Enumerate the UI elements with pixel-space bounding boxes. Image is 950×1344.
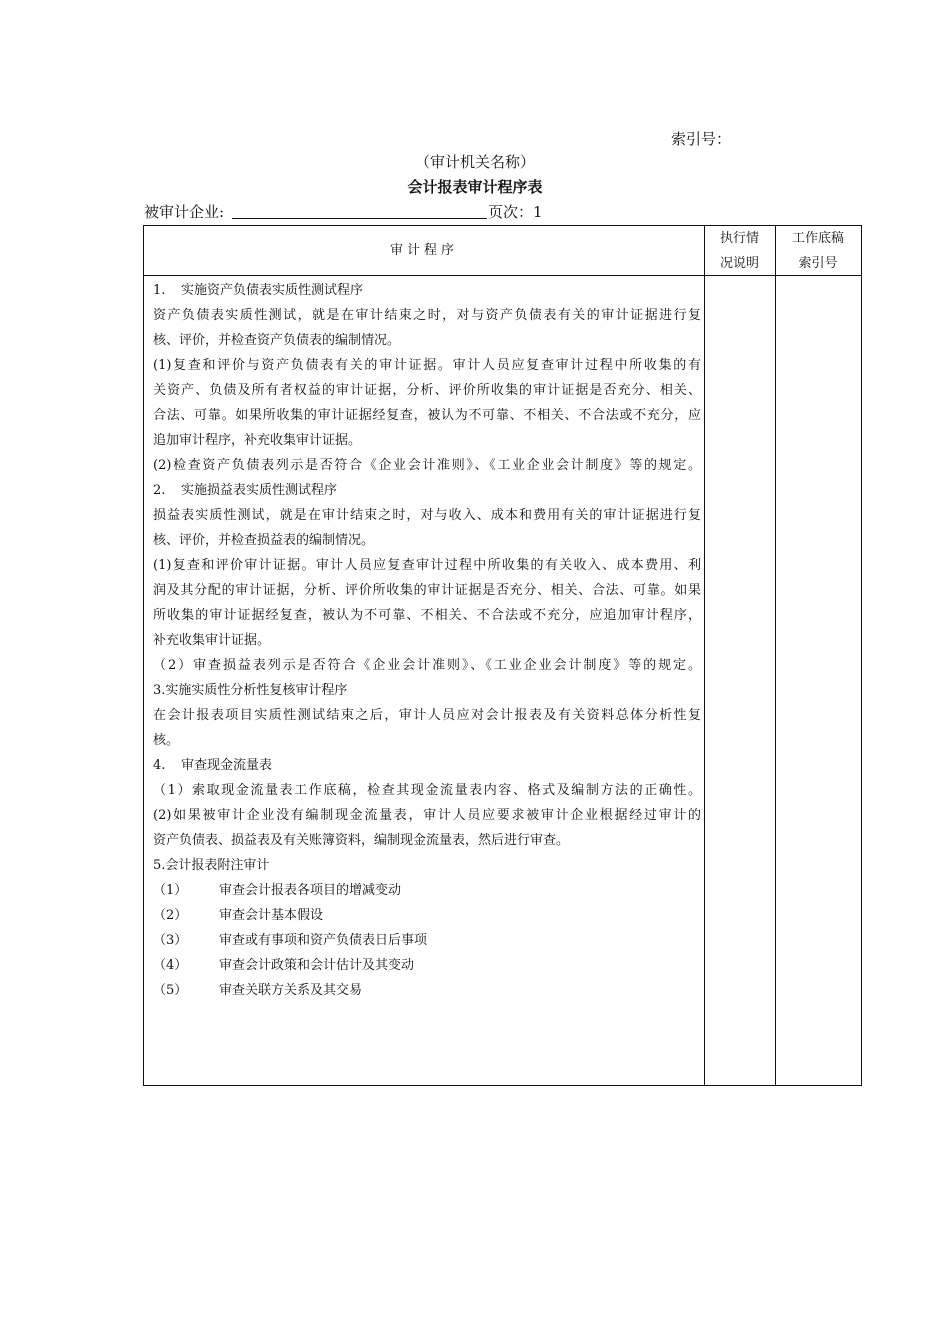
audited-entity-label: 被审计企业: [144, 203, 225, 221]
paragraph-line: 追加审计程序，补充收集审计证据。 [153, 433, 362, 448]
list-item: （5） 审查关联方关系及其交易 [153, 983, 363, 998]
list-item: （2） 审查会计基本假设 [153, 908, 324, 923]
audited-entity-underline [232, 218, 487, 219]
header-workpaper-index-line1: 工作底稿 [791, 231, 844, 246]
column-divider [775, 226, 776, 1085]
paragraph-line: (1)复查和评价与资产负债表有关的审计证据。审计人员应复查审计过程中所收集的有 [153, 358, 701, 373]
paragraph-line: 核、评价，并检查资产负债表的编制情况。 [153, 333, 401, 348]
index-number-label: 索引号： [671, 130, 732, 148]
paragraph-line: 资产负债表、损益表及有关账簿资料，编制现金流量表，然后进行审查。 [153, 833, 570, 848]
header-execution-notes-line2: 况说明 [719, 256, 759, 271]
header-audit-program: 审计程序 [389, 243, 458, 258]
section-title: 5.会计报表附注审计 [153, 858, 270, 873]
paragraph-line: 合法、可靠。如果所收集的审计证据经复查，被认为不可靠、不相关、不合法或不充分，应 [153, 408, 701, 423]
paragraph-line: (1)复查和评价审计证据。审计人员应复查审计过程中所收集的有关收入、成本费用、利 [153, 558, 701, 573]
column-divider [704, 226, 705, 1085]
section-title: 3.实施实质性分析性复核审计程序 [153, 683, 348, 698]
page-title: 会计报表审计程序表 [407, 178, 543, 196]
paragraph-line: 在会计报表项目实质性测试结束之后，审计人员应对会计报表及有关资料总体分析性复 [153, 708, 701, 723]
header-execution-notes-line1: 执行情 [719, 231, 759, 246]
paragraph-line: （2）审查损益表列示是否符合《企业会计准则》、《工业企业会计制度》等的规定。 [153, 658, 701, 673]
paragraph-line: 润及其分配的审计证据，分析、评价所收集的审计证据是否充分、相关、合法、可靠。如果 [153, 583, 701, 598]
paragraph-line: 补充收集审计证据。 [153, 633, 271, 648]
list-item: （1） 审查会计报表各项目的增减变动 [153, 883, 402, 898]
paragraph-line: 核、评价，并检查损益表的编制情况。 [153, 533, 375, 548]
header-execution-notes [704, 226, 775, 276]
section-title: 2. 实施损益表实质性测试程序 [153, 483, 338, 498]
paragraph-line: 损益表实质性测试，就是在审计结束之时，对与收入、成本和费用有关的审计证据进行复 [153, 508, 701, 523]
paragraph-line: （1）索取现金流量表工作底稿，检查其现金流量表内容、格式及编制方法的正确性。 [153, 783, 701, 798]
paragraph-line: 资产负债表实质性测试，就是在审计结束之时，对与资产负债表有关的审计证据进行复 [153, 308, 701, 323]
audit-organization-name: （审计机关名称） [414, 153, 535, 171]
paragraph-line: 核。 [153, 733, 180, 748]
header-workpaper-index [775, 226, 861, 276]
paragraph-line: 所收集的审计证据经复查，被认为不可靠、不相关、不合法或不充分，应追加审计程序， [153, 608, 701, 623]
header-workpaper-index-line2: 索引号 [798, 256, 838, 271]
section-title: 1. 实施资产负债表实质性测试程序 [153, 283, 364, 298]
list-item: （4） 审查会计政策和会计估计及其变动 [153, 958, 415, 973]
list-item: （3） 审查或有事项和资产负债表日后事项 [153, 933, 428, 948]
audit-program-content [153, 278, 701, 1003]
paragraph-line: (2)如果被审计企业没有编制现金流量表，审计人员应要求被审计企业根据经过审计的 [153, 808, 701, 823]
section-title: 4. 审查现金流量表 [153, 758, 273, 773]
page-number-label: 页次：1 [488, 203, 543, 221]
paragraph-line: (2)检查资产负债表列示是否符合《企业会计准则》、《工业企业会计制度》等的规定。 [153, 458, 701, 473]
paragraph-line: 关资产、负债及所有者权益的审计证据，分析、评价所收集的审计证据是否充分、相关、 [153, 383, 701, 398]
audit-program-table [143, 225, 862, 1086]
